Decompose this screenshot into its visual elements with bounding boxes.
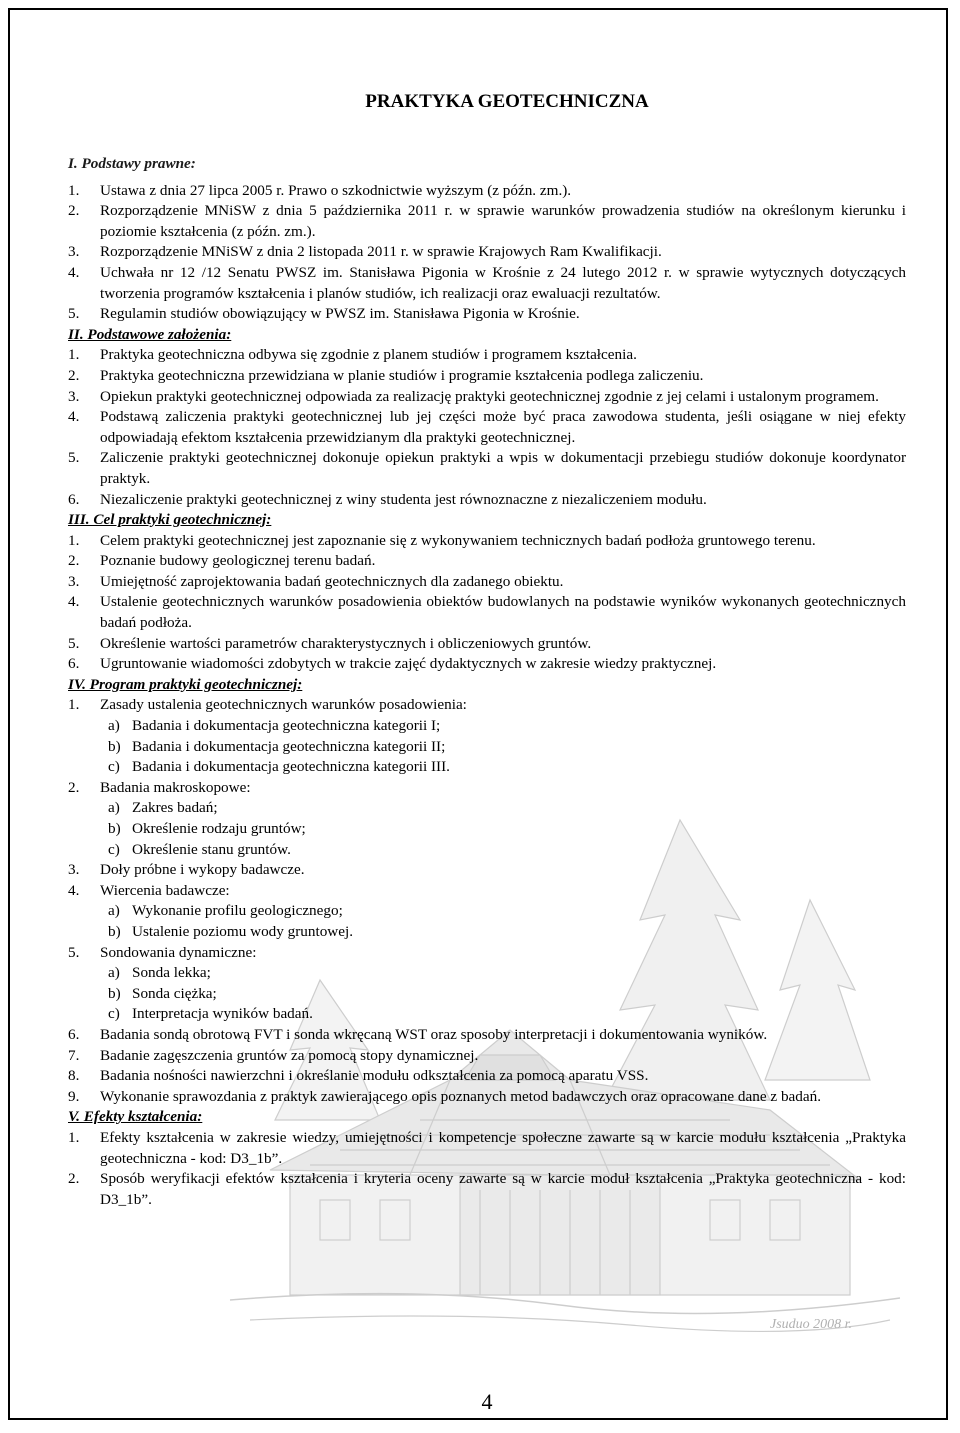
list-item: 5. Określenie wartości parametrów charakterystycznych i obliczeniowych gruntów. — [68, 634, 592, 652]
list-item: 5. Zaliczenie praktyki geotechnicznej dokonuje opiekun praktyki a wpis w dokumentacji przebiegu studiów dokonuje koordynator praktyk. — [68, 449, 906, 487]
sub-item: a) Wykonanie profilu geologicznego; — [108, 902, 343, 920]
page-title: PRAKTYKA GEOTECHNICZNA — [365, 91, 649, 112]
list-item: 5. Regulamin studiów obowiązujący w PWSZ im. Stanisława Pigonia w Krośnie. — [68, 305, 580, 323]
list-item: 1. Ustawa z dnia 27 lipca 2005 r. Prawo o szkodnictwie wyższym (z późn. zm.). — [68, 181, 572, 199]
sub-item: b) Badania i dokumentacja geotechniczna kategorii II; — [108, 737, 446, 755]
list-item: 1. Zasady ustalenia geotechnicznych warunków posadowienia: — [68, 696, 467, 714]
list-item: 9. Wykonanie sprawozdania z praktyk zawierającego opis poznanych metod badawczych oraz opracowane dane z badań. — [68, 1087, 821, 1105]
section-heading-2: II. Podstawowe założenia: — [68, 325, 232, 343]
list-item: 6. Ugruntowanie wiadomości zdobytych w trakcie zajęć dydaktycznych w zakresie wiedzy praktycznej. — [68, 655, 717, 673]
sub-item: a) Badania i dokumentacja geotechniczna kategorii I; — [108, 717, 441, 735]
list-item: 1. Efekty kształcenia w zakresie wiedzy, umiejętności i kompetencje społeczne zawarte są w karcie modułu kształcenia „Praktyka geotechniczna - kod: D3_1b”. — [68, 1128, 906, 1167]
section-heading-1: I. Podstawy prawne: — [68, 155, 196, 172]
section-heading-3: III. Cel praktyki geotechnicznej: — [68, 511, 272, 529]
section-heading-5: V. Efekty kształcenia: — [68, 1108, 203, 1126]
section-heading-4: IV. Program praktyki geotechnicznej: — [68, 675, 303, 693]
list-item: 1. Praktyka geotechniczna odbywa się zgodnie z planem studiów i programem kształcenia. — [68, 346, 637, 364]
sub-item: c) Badania i dokumentacja geotechniczna kategorii III. — [108, 758, 450, 776]
page-number: 4 — [481, 1389, 493, 1414]
list-item: 2. Rozporządzenie MNiSW z dnia 5 października 2011 r. w sprawie warunków prowadzenia studiów na określonym kierunku i poziomie kształcenia (z późn. zm.). — [68, 202, 906, 240]
list-item: 4. Ustalenie geotechnicznych warunków posadowienia obiektów budowlanych na podstawie wyników wykonanych geotechnicznych badań podłoża. — [68, 593, 906, 632]
list-item: 3. Rozporządzenie MNiSW z dnia 2 listopada 2011 r. w sprawie Krajowych Ram Kwalifikacji. — [68, 243, 662, 261]
sub-item: a) Zakres badań; — [108, 799, 218, 817]
list-item: 2. Poznanie budowy geologicznej terenu badań. — [68, 552, 376, 570]
list-item: 5. Sondowania dynamiczne: — [68, 943, 257, 961]
sub-item: c) Określenie stanu gruntów. — [108, 840, 291, 858]
sub-item: a) Sonda lekka; — [108, 964, 211, 982]
sketch-signature: Jsuduo 2008 r. — [770, 1317, 853, 1332]
list-item: 6. Badania sondą obrotową FVT i sonda wkręcaną WST oraz sposoby interpretacji i dokumentowania wyników. — [68, 1025, 768, 1043]
list-item: 7. Badanie zagęszczenia gruntów za pomocą stopy dynamicznej. — [68, 1046, 479, 1064]
document-body — [68, 154, 906, 1210]
list-item: 3. Umiejętność zaprojektowania badań geotechnicznych dla zadanego obiektu. — [68, 572, 564, 590]
sub-item: b) Określenie rodzaju gruntów; — [108, 820, 306, 837]
list-item: 3. Opiekun praktyki geotechnicznej odpowiada za realizację praktyki geotechnicznej zgodnie z jej celami i ustalonym programem. — [68, 387, 879, 405]
list-item: 2. Praktyka geotechniczna przewidziana w planie studiów i programie kształcenia podlega zaliczeniu. — [68, 366, 704, 384]
list-item: 4. Podstawą zaliczenia praktyki geotechnicznej lub jej części może być praca zawodowa studenta, jeśli osiągane w niej efekty odpowiadają efektom kształcenia przewidzianym dla praktyki geotechnicznej. — [68, 408, 906, 446]
list-item: 2. Badania makroskopowe: — [68, 778, 251, 796]
sub-item: b) Sonda ciężka; — [108, 984, 217, 1002]
list-item: 8. Badania nośności nawierzchni i określanie modułu odkształcenia za pomocą aparatu VSS. — [68, 1067, 649, 1085]
list-item: 3. Doły próbne i wykopy badawcze. — [68, 861, 305, 879]
list-item: 2. Sposób weryfikacji efektów kształcenia i kryteria oceny zawarte są w karcie moduł kształcenia „Praktyka geotechniczna - kod: D3_1b”. — [68, 1170, 906, 1208]
list-item: 1. Celem praktyki geotechnicznej jest zapoznanie się z wykonywaniem technicznych badań podłoża gruntowego terenu. — [68, 531, 816, 549]
sub-item: c) Interpretacja wyników badań. — [108, 1005, 313, 1023]
list-item: 6. Niezaliczenie praktyki geotechnicznej z winy studenta jest równoznaczne z niezaliczeniem modułu. — [68, 490, 707, 508]
list-item: 4. Uchwała nr 12 /12 Senatu PWSZ im. Stanisława Pigonia w Krośnie z 24 lutego 2012 r. w sprawie wytycznych dotyczących tworzenia programów kształcenia i planów studiów, ich realizacji oraz ewaluacji rezultatów. — [68, 263, 906, 302]
list-item: 4. Wiercenia badawcze: — [68, 881, 230, 899]
page-frame — [8, 8, 948, 1420]
sub-item: b) Ustalenie poziomu wody gruntowej. — [108, 922, 354, 940]
